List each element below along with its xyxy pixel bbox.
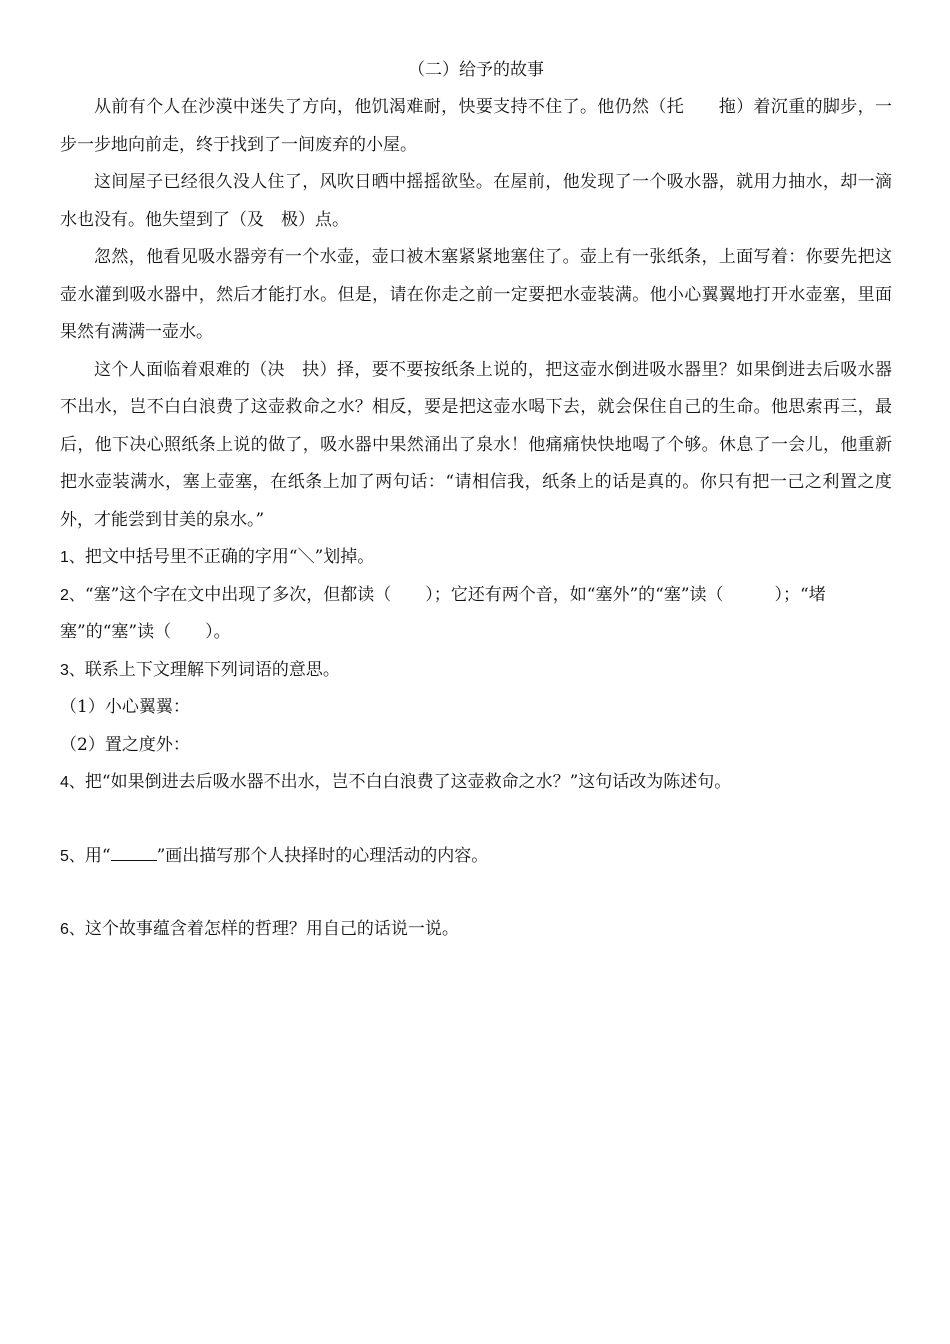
story-paragraph-2: 这间屋子已经很久没人住了，风吹日晒中摇摇欲坠。在屋前，他发现了一个吸水器，就用力抽水，却一滴水也没有。他失望到了（及 极）点。	[60, 172, 892, 230]
question-3	[60, 652, 892, 690]
question-text: 把文中括号里不正确的字用“＼”划掉。	[84, 547, 375, 567]
story-paragraph-1: 从前有个人在沙漠中迷失了方向，他饥渴难耐，快要支持不住了。他仍然（托 拖）着沉重的脚步，一步一步地向前走，终于找到了一间废弃的小屋。	[60, 97, 892, 155]
question-5	[60, 838, 892, 876]
question-text: 这个故事蕴含着怎样的哲理？用自己的话说一说。	[84, 919, 459, 939]
question-6	[60, 911, 892, 949]
question-number: 5、	[60, 847, 85, 865]
question-3-part-1: （1）小心翼翼：	[60, 697, 190, 717]
question-text-before: 用“	[84, 845, 111, 866]
worksheet-page	[60, 52, 892, 949]
question-number: 4、	[60, 774, 85, 791]
question-number: 1、	[60, 549, 85, 566]
story-paragraph-4: 这个人面临着艰难的（决 抉）择，要不要按纸条上说的，把这壶水倒进吸水器里？如果倒进去后吸水器不出水，岂不白白浪费了这壶救命之水？相反，要是把这壶水喝下去，就会保住自己的生命。他思索再三，最后，他下决心照纸条上说的做了，吸水器中果然涌出了泉水！他痛痛快快地喝了个够。休息了一会儿，他重新把水壶装满水，塞上壶塞，在纸条上加了两句话：“请相信我，纸条上的话是真的。你只有把一己之利置之度外，才能尝到甘美的泉水。”	[60, 359, 892, 530]
question-3-part-2: （2）置之度外：	[60, 734, 190, 755]
question-number: 6、	[60, 921, 85, 938]
question-text: “塞”这个字在文中出现了多次，但都读（ ）；它还有两个音，如“塞外”的“塞”读（ ）；“堵塞”的“塞”读（ ）。	[60, 584, 826, 642]
question-1	[60, 539, 892, 577]
question-text: 联系上下文理解下列词语的意思。	[84, 659, 340, 680]
question-number: 2、	[60, 586, 85, 604]
question-text-after: ”画出描写那个人抉择时的心理活动的内容。	[156, 845, 489, 866]
story-paragraph-3: 忽然，他看见吸水器旁有一个水壶，壶口被木塞紧紧地塞住了。壶上有一张纸条，上面写着：你要先把这壶水灌到吸水器中，然后才能打水。但是，请在你走之前一定要把水壶装满。他小心翼翼地打开水壶塞，里面果然有满满一壶水。	[60, 247, 892, 342]
underline-sample	[111, 848, 157, 861]
question-4	[60, 764, 892, 802]
question-text: 把“如果倒进去后吸水器不出水，岂不白白浪费了这壶救命之水？”这句话改为陈述句。	[84, 772, 732, 792]
page-title: （二）给予的故事	[408, 60, 544, 80]
question-number: 3、	[60, 661, 85, 679]
question-2	[60, 577, 892, 652]
